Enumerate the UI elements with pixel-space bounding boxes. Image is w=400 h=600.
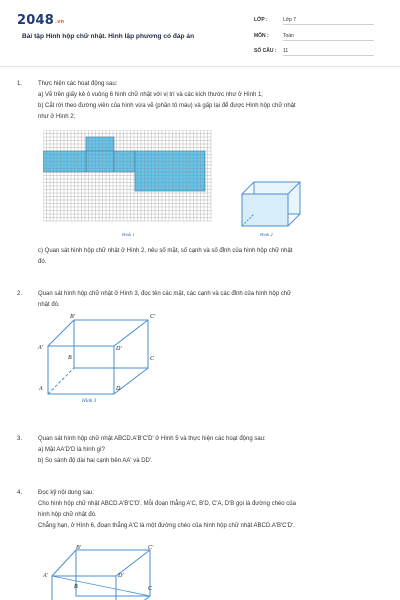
document-title: Bài tập Hình hộp chữ nhật. Hình lập phương có đáp án	[22, 33, 195, 40]
vertex-label: A'	[43, 573, 48, 579]
question-number: 4.	[17, 490, 23, 496]
question-text: Quan sát hình hộp chữ nhật ở Hình 3, đọc tên các mặt, các cạnh và các đỉnh của hình hộp chữ	[38, 291, 292, 297]
count-label: SỐ CÂU :	[254, 48, 277, 54]
vertex-label: D	[116, 386, 121, 392]
vertex-label: A	[39, 386, 43, 392]
question-number: 1.	[17, 81, 23, 87]
grade-label: LỚP :	[254, 17, 268, 23]
grade-row	[254, 17, 374, 23]
vertex-label: A'	[38, 345, 43, 351]
question-number: 2.	[17, 291, 23, 297]
logo-suffix: .vn	[54, 19, 65, 25]
question-text: nhật đó.	[38, 302, 60, 308]
figure-2-caption: Hình 2	[260, 232, 273, 237]
vertex-label: C	[148, 586, 153, 592]
figure-2-box	[238, 180, 308, 232]
subject-label: MÔN :	[254, 33, 269, 39]
subject-value: Toán	[283, 33, 294, 39]
vertex-label: C	[150, 356, 155, 362]
question-text: c) Quan sát hình hộp chữ nhật ở Hình 2, nêu số mặt, số cạnh và số đỉnh của hình hộp chữ nhật	[38, 248, 293, 254]
question-text: Quan sát hình hộp chữ nhật ABCD.A'B'C'D' ở Hình 5 và thực hiện các hoạt động sau:	[38, 436, 266, 442]
question-text: b) So sánh độ dài hai cạnh bên AA' và DD'.	[38, 458, 153, 464]
question-number: 3.	[17, 436, 23, 442]
count-row	[254, 48, 374, 54]
vertex-label: B'	[70, 314, 75, 320]
vertex-label: B'	[76, 545, 81, 551]
vertex-label: D'	[118, 573, 124, 579]
vertex-label: C'	[148, 545, 154, 551]
question-text: hình hộp chữ nhật đó.	[38, 512, 97, 518]
document-header	[0, 0, 400, 67]
count-value: 11	[283, 48, 289, 54]
figure-3-caption: Hình 3	[82, 398, 97, 404]
logo-text: 2048	[17, 13, 54, 28]
vertex-label: C'	[150, 314, 156, 320]
figure-3-box	[40, 316, 160, 400]
site-logo[interactable]	[17, 13, 64, 28]
question-text: Thực hiện các hoạt động sau:	[38, 81, 118, 87]
question-text: a) Vẽ trên giấy kẻ ô vuông 6 hình chữ nhật với vị trí và các kích thước như ở Hình 1;	[38, 92, 263, 98]
question-text: như ở Hình 2;	[38, 114, 76, 120]
question-text: Đọc kỹ nội dung sau:	[38, 490, 95, 496]
figure-1-caption: Hình 1	[122, 232, 135, 237]
vertex-label: D'	[116, 346, 122, 352]
question-text: Chẳng hạn, ở Hình 6, đoạn thẳng A'C là một đường chéo của hình hộp chữ nhật ABCD.A'B'C'D'.	[38, 523, 295, 529]
figure-1-net	[43, 130, 215, 228]
question-text: b) Cắt rời theo đường viền của hình vừa vẽ (phần tô màu) và gấp lại để được Hình hộp chữ nhật	[38, 103, 296, 109]
grade-value: Lớp 7	[283, 17, 297, 23]
question-text: Cho hình hộp chữ nhật ABCD.A'B'C'D'. Mỗi đoạn thẳng A'C, B'D, C'A, D'B gọi là đường chéo của	[38, 501, 296, 507]
vertex-label: B	[68, 355, 72, 361]
question-text: a) Mặt AA'D'D là hình gì?	[38, 447, 105, 453]
question-text: đó.	[38, 259, 47, 265]
subject-row	[254, 33, 374, 39]
vertex-label: B	[74, 584, 78, 590]
